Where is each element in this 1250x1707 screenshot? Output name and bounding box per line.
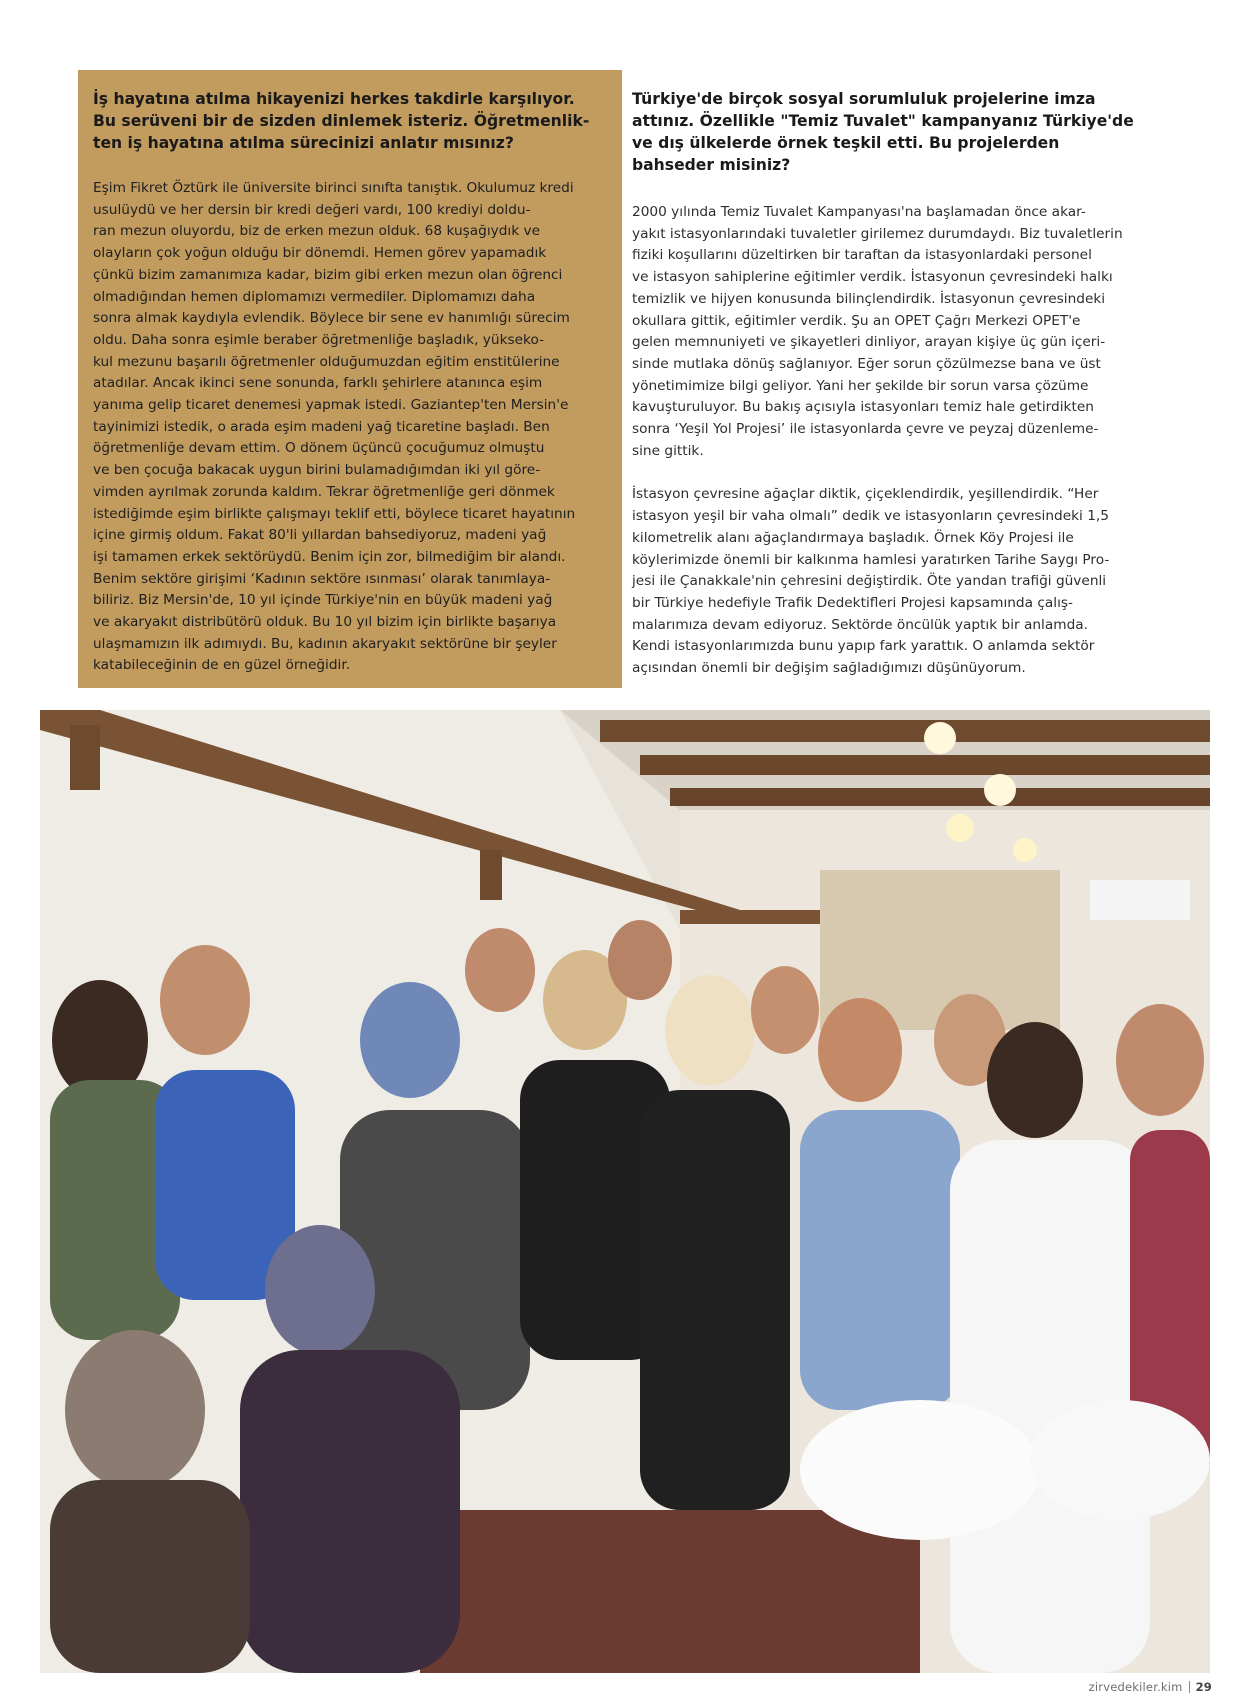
text-line: 2000 yılında Temiz Tuvalet Kampanyası'na başlamadan önce akar- (632, 204, 1086, 220)
text-line: istediğimde eşim birlikte çalışmayı teklif etti, böylece ticaret hayatının (93, 505, 576, 522)
text-line: gelen memnuniyeti ve şikayetleri dinliyor, arayan kişiye üç gün içeri- (632, 334, 1106, 351)
text-line: yakıt istasyonlarındaki tuvaletler girilemez durumdaydı. Biz tuvaletlerin (632, 225, 1123, 242)
text-line: ve dış ülkelerde örnek teşkil etti. Bu projelerden (632, 134, 1060, 152)
left-column-box (78, 70, 622, 688)
right-answer-paragraph-2 (632, 484, 1152, 679)
text-line: bir Türkiye hedefiyle Trafik Dedektifleri Projesi kapsamında çalış- (632, 594, 1073, 611)
footer-site: zirvedekiler.kim (1088, 1680, 1183, 1694)
text-line: ve istasyon sahiplerine eğitimler verdik. İstasyonun çevresindeki halkı (632, 269, 1113, 286)
text-line: köylerimizde önemli bir kalkınma hamlesi yaratırken Tarihe Saygı Pro- (632, 551, 1110, 568)
text-line: fiziki koşullarını düzeltirken bir taraftan da istasyonlardaki personel (632, 247, 1092, 264)
footer-divider (1189, 1681, 1190, 1693)
text-line: Kendi istasyonlarımızda bunu yapıp fark yarattık. O anlamda sektör (632, 638, 1095, 655)
text-line: olmadığından hemen diplomamızı vermediler. Diplomamızı daha (93, 288, 536, 305)
text-line: okullara gittik, eğitimler verdik. Şu an OPET Çağrı Merkezi OPET'e (632, 312, 1081, 329)
text-line: İş hayatına atılma hikayenizi herkes takdirle karşılıyor. (93, 90, 575, 108)
left-answer (93, 178, 608, 677)
text-line: malarımıza devam ediyoruz. Sektörde öncülük yaptık bir anlamda. (632, 616, 1088, 633)
page-number: 29 (1195, 1680, 1212, 1694)
text-line: çünkü bizim zamanımıza kadar, bizim gibi erken mezun olan öğrenci (93, 266, 563, 283)
right-answer-paragraph-1 (632, 202, 1152, 462)
text-line: ulaşmamızın ilk adımıydı. Bu, kadının akaryakıt sektörüne bir şeyler (93, 635, 557, 652)
text-line: Türkiye'de birçok sosyal sorumluluk projelerine imza (632, 90, 1096, 108)
text-line: olayların çok yoğun olduğu bir dönemdi. Hemen görev yapamadık (93, 245, 547, 262)
text-line: jesi ile Çanakkale'nin çehresini değiştirdik. Öte yandan trafiği güvenli (632, 573, 1107, 590)
text-line: ten iş hayatına atılma sürecinizi anlatır mısınız? (93, 134, 514, 152)
text-line: öğretmenliğe devam ettim. O dönem üçüncü çocuğumuz olmuştu (93, 440, 545, 457)
page-footer (1089, 1680, 1212, 1694)
text-line: oldu. Daha sonra eşimle beraber öğretmenliğe başladık, yükseko- (93, 331, 545, 348)
text-line: Benim sektöre girişimi ‘Kadının sektöre ısınması’ olarak tanımlaya- (93, 570, 551, 587)
text-line: kilometrelik alanı ağaçlandırmaya başladık. Örnek Köy Projesi ile (632, 529, 1074, 546)
text-line: katabileceğinin de en güzel örneğidir. (93, 657, 351, 674)
left-question (93, 88, 608, 154)
text-line: sinde mutlaka dönüş sağlanıyor. Eğer sorun çözülmezse bana ve üst (632, 355, 1101, 372)
text-line: Bu serüveni bir de sizden dinlemek isteriz. Öğretmenlik- (93, 112, 590, 130)
text-line: attınız. Özellikle "Temiz Tuvalet" kampanyanız Türkiye'de (632, 112, 1134, 130)
text-line: yanıma gelip ticaret denemesi yapmak istedi. Gaziantep'ten Mersin'e (93, 397, 569, 414)
text-line: vimden ayrılmak zorunda kaldım. Tekrar öğretmenliğe geri dönmek (93, 483, 555, 500)
text-line: işi tamamen erkek sektörüydü. Benim için zor, bilmediğim bir alandı. (93, 548, 566, 565)
text-line: içine girmiş oldum. Fakat 80'li yıllardan bahsediyoruz, madeni yağ (93, 527, 547, 544)
text-line: usulüydü ve her dersin bir kredi değeri vardı, 100 krediyi doldu- (93, 201, 531, 218)
text-line: sine gittik. (632, 442, 704, 459)
right-column (632, 88, 1152, 680)
text-line: ve akaryakıt distribütörü olduk. Bu 10 yıl bizim için birlikte başarıya (93, 614, 557, 631)
text-line: ran mezun oluyordu, biz de erken mezun olduk. 68 kuşağıydık ve (93, 223, 541, 240)
text-line: temizlik ve hijyen konusunda bilinçlendirdik. İstasyonun çevresindeki (632, 290, 1106, 307)
text-line: kavuşturuluyor. Bu bakış açısıyla istasyonları temiz hale getirdikten (632, 399, 1094, 416)
text-line: istasyon yeşil bir vaha olmalı” dedik ve istasyonların çevresindeki 1,5 (632, 508, 1109, 525)
text-line: kul mezunu başarılı öğretmenler olduğumuzdan eğitim enstitülerine (93, 353, 560, 370)
text-line: sonra almak kaydıyla evlendik. Böylece bir sene ev hanımlığı sürecim (93, 310, 570, 327)
text-line: ve ben çocuğa bakacak uygun birini bulamadığımdan iki yıl göre- (93, 462, 541, 479)
text-line: Eşim Fikret Öztürk ile üniversite birinci sınıfta tanıştık. Okulumuz kredi (93, 180, 574, 196)
text-line: yönetimimize bilgi geliyor. Yani her şekilde bir sorun varsa çözüme (632, 377, 1089, 394)
text-line: biliriz. Biz Mersin'de, 10 yıl içinde Türkiye'nin en büyük madeni yağ (93, 592, 553, 609)
text-line: atadılar. Ancak ikinci sene sonunda, farklı şehirlere atanınca eşim (93, 375, 543, 392)
group-photo (40, 710, 1210, 1673)
text-line: tayinimizi istedik, o arada eşim madeni yağ ticaretine başladı. Ben (93, 418, 550, 435)
text-line: sonra ‘Yeşil Yol Projesi’ ile istasyonlarda çevre ve peyzaj düzenleme- (632, 421, 1099, 438)
text-line: açısından önemli bir değişim sağladığımızı düşünüyorum. (632, 660, 1026, 677)
text-line: İstasyon çevresine ağaçlar diktik, çiçeklendirdik, yeşillendirdik. “Her (632, 486, 1099, 503)
right-question (632, 88, 1152, 176)
group-photo-illustration (40, 710, 1210, 1673)
text-line: bahseder misiniz? (632, 156, 791, 174)
